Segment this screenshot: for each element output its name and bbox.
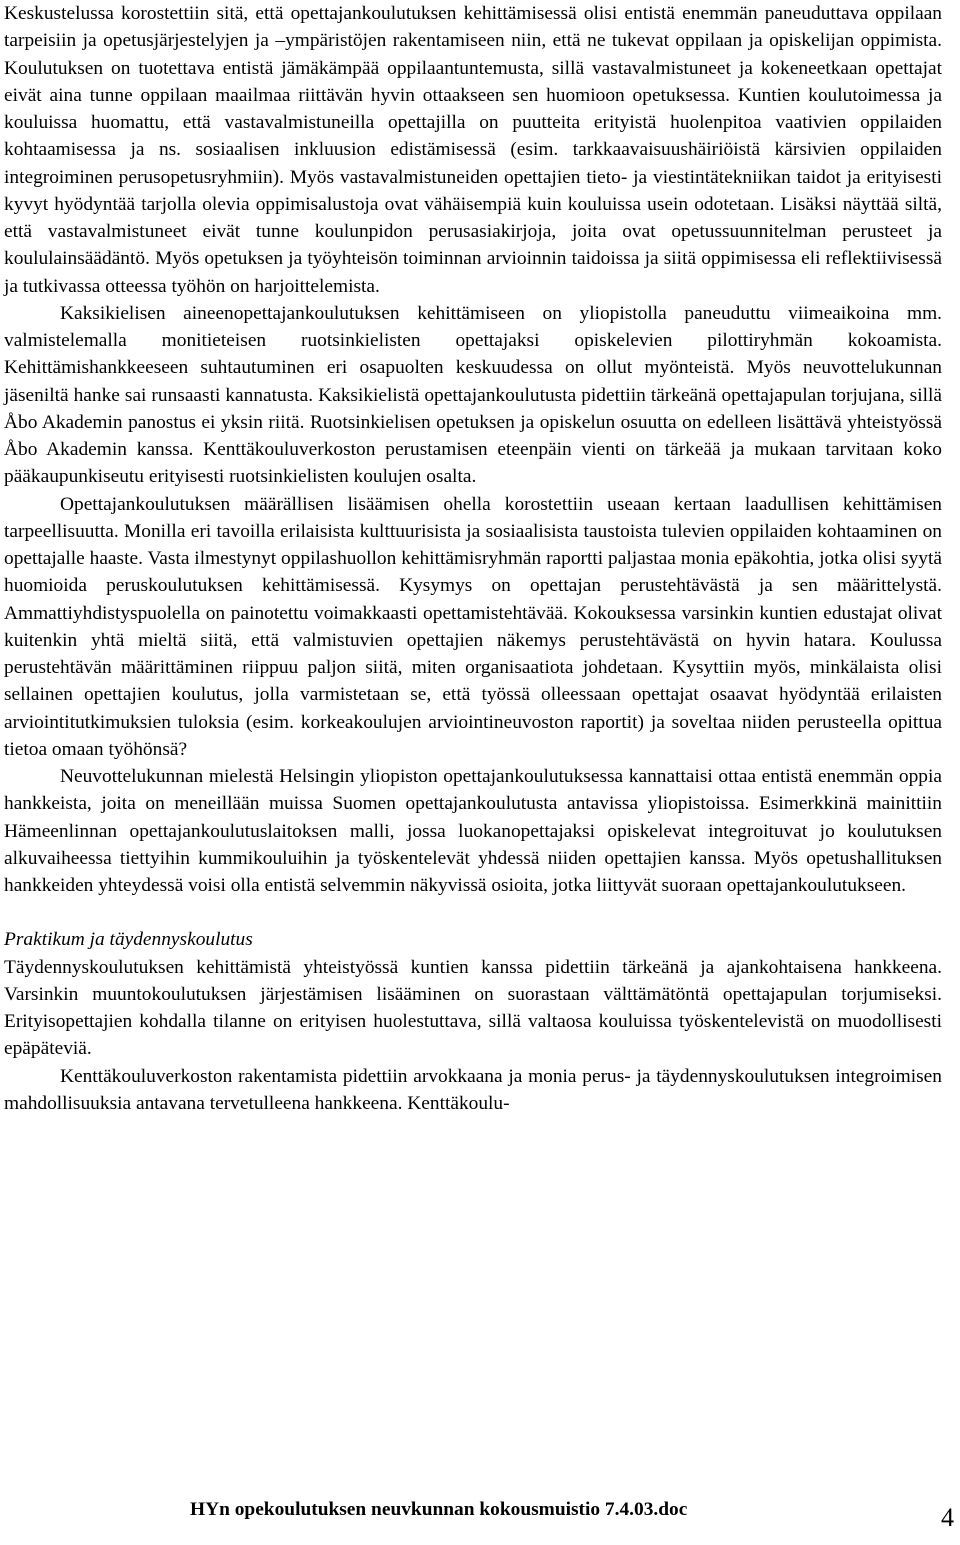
section-heading: Praktikum ja täydennyskoulutus — [4, 929, 253, 951]
page-number: 4 — [941, 1503, 954, 1532]
paragraph: Neuvottelukunnan mielestä Helsingin yliopiston opettajankoulutuksessa kannattaisi ottaa entistä enemmän oppia hankkeista, joita on meneillään muissa Suomen opettajankoulutusta antavissa yliopistoissa. Esimerkkinä mainittiin Hämeenlinnan opettajankoulutuslaitoksen malli, jossa luokanopettajaksi opiskelevat integroituvat jo koulutuksen alkuvaiheessa tiettyihin kummikouluihin ja työskentelevät yhdessä niiden opettajien kanssa. Myös opetushallituksen hankkeiden yhteydessä voisi olla entistä selvemmin näkyvissä osioita, jotka liittyvät suoraan opettajankoulutukseen. — [4, 766, 942, 896]
paragraph: Kenttäkouluverkoston rakentamista pidettiin arvokkaana ja monia perus- ja täydennyskoulutuksen integroimisen mahdollisuuksia antavana tervetulleena hankkeena. Kenttäkoulu- — [4, 1065, 942, 1114]
paragraph: Keskustelussa korostettiin sitä, että opettajankoulutuksen kehittämisessä olisi entistä enemmän paneuduttava oppilaan tarpeisiin ja opetusjärjestelyjen ja –ympäristöjen rakentamiseen niin, että ne tukevat oppilaan ja opiskelijan oppimista. Koulutuksen on tuotettava entistä jämäkämpää oppilaantuntemusta, sillä vastavalmistuneet ja kokeneetkaan opettajat eivät aina tunne oppilaan maailmaa riittävän hyvin ottaakseen sen huomioon opetuksessa. Kuntien koulutoimessa ja kouluissa huomattu, että vastavalmistuneilla opettajilla on puutteita erityistä huolenpitoa vaativien oppilaiden kohtaamisessa ja ns. sosiaalisen inkluusion edistämisessä (esim. tarkkaavaisuushäiriöistä kärsivien oppilaiden integroiminen perusopetusryhmiin). Myös vastavalmistuneiden opettajien tieto- ja viestintätekniikan taidot ja erityisesti kyvyt hyödyntää tarjolla olevia oppimisalustoja ovat vähäisempiä kuin kouluissa usein odotetaan. Lisäksi näyttää siltä, että vastavalmistuneet eivät tunne koulunpidon perusasiakirjoja, joita ovat opetussuunnitelman perusteet ja koululainsäädäntö. Myös opetuksen ja työyhteisön toiminnan arvioinnin taidoissa ja siitä oppimisessa eli reflektiivisessä ja tutkivassa otteessa työhön on harjoittelemista. — [4, 3, 942, 297]
paragraph: Opettajankoulutuksen määrällisen lisäämisen ohella korostettiin useaan kertaan laadullisen kehittämisen tarpeellisuutta. Monilla eri tavoilla erilaisista kulttuurisista ja sosiaalisista taustoista tulevien oppilaiden kohtaaminen on opettajalle haaste. Vasta ilmestynyt oppilashuollon kehittämisryhmän raportti paljastaa monia epäkohtia, jotka olisi syytä huomioida peruskoulutuksen kehittämisessä. Kysymys on opettajan perustehtävästä ja sen määrittelystä. Ammattiyhdistyspuolella on painotettu voimakkaasti opettamistehtävää. Kokouksessa varsinkin kuntien edustajat olivat kuitenkin yhtä mieltä siitä, että valmistuvien opettajien näkemys perustehtävästä on hyvin hatara. Koulussa perustehtävän määrittäminen riippuu paljon siitä, miten organisaatiota johdetaan. Kysyttiin myös, minkälaista olisi sellainen opettajien koulutus, jolla varmistetaan se, että työssä olleessaan opettajat osaavat hyödyntää erilaisten arviointitutkimuksien tuloksia (esim. korkeakoulujen arviointineuvoston raportit) ja soveltaa niiden perusteella opittua tietoa omaan työhönsä? — [4, 493, 942, 760]
document-body — [4, 0, 942, 1117]
paragraph: Täydennyskoulutuksen kehittämistä yhteistyössä kuntien kanssa pidettiin tärkeänä ja ajankohtaisena hankkeena. Varsinkin muuntokoulutuksen järjestämisen lisääminen on suorastaan välttämätöntä opettajapulan torjumiseksi. Erityisopettajien kohdalla tilanne on erityisen huolestuttava, sillä valtaosa kouluissa työskentelevistä on muodollisesti epäpäteviä. — [4, 956, 942, 1060]
paragraph: Kaksikielisen aineenopettajankoulutuksen kehittämiseen on yliopistolla paneuduttu viimeaikoina mm. valmistelemalla monitieteisen ruotsinkielisten opettajaksi opiskelevien pilottiryhmän kokoamista. Kehittämishankkeeseen suhtautuminen eri osapuolten keskuudessa on ollut myönteistä. Myös neuvottelukunnan jäseniltä hanke sai runsaasti kannatusta. Kaksikielistä opettajankoulutusta pidettiin tärkeänä opettajapulan torjujana, sillä Åbo Akademin panostus ei yksin riitä. Ruotsinkielisen opetuksen ja opiskelun osuutta on edelleen lisättävä yhteistyössä Åbo Akademin kanssa. Kenttäkouluverkoston perustamisen eteenpäin vienti on tärkeää ja mukaan tarvitaan koko pääkaupunkiseutu erityisesti ruotsinkielisten koulujen osalta. — [4, 302, 942, 488]
footer-title: HYn opekoulutuksen neuvkunnan kokousmuistio 7.4.03.doc — [190, 1499, 688, 1520]
